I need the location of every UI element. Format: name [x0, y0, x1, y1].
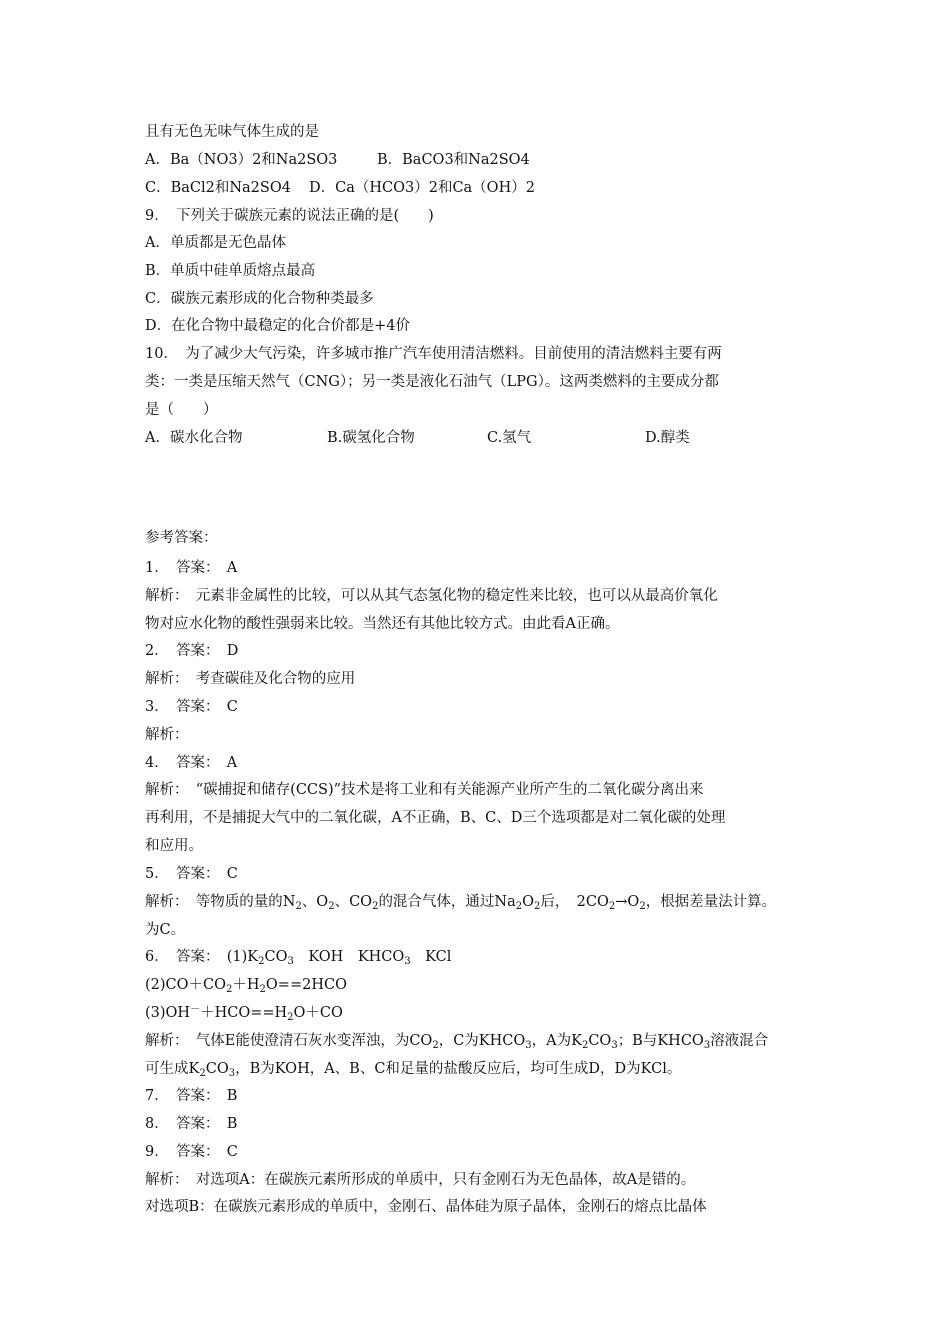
q8-options-cd: [145, 178, 810, 198]
answer-6-part-3: $(3)OH^-+HCO==H_2O+CO$: [145, 1004, 343, 1023]
q9-option-d: D．在化合物中最稳定的化合价都是+4价: [145, 318, 410, 334]
answer-7: 7． 答案： B: [145, 1088, 238, 1104]
answer-9-explanation-line-1: 解析： 对选项A：在碳族元素所形成的单质中，只有金刚石为无色晶体，故A是错的。: [145, 1172, 696, 1188]
q10-option-b: B.碳氢化合物: [327, 430, 415, 446]
q9-option-c: C．碳族元素形成的化合物种类最多: [145, 291, 374, 307]
q10-options: [145, 428, 810, 448]
answer-4-explanation-line-1: 解析： “碳捕捉和储存(CCS)”技术是将工业和有关能源产业所产生的二氧化碳分离出来: [145, 782, 704, 798]
answer-6-explanation-line-1: 解析： 气体E能使澄清石灰水变浑浊，为$CO_2$，C为$KHCO_3$，A为$K_2CO_3$；B与$KHCO_3$溶液混合: [145, 1033, 769, 1051]
answer-5-explanation-line-2: 为C。: [145, 922, 186, 938]
q10-stem-line-3: 是（ ）: [145, 402, 218, 418]
answer-6: 6． 答案： $(1)K_2CO_3$ KOH $KHCO_3$ KCl: [145, 949, 452, 967]
answer-1-explanation-line-2: 物对应水化物的酸性强弱来比较。当然还有其他比较方式。由此看A正确。: [145, 616, 620, 632]
answer-2: 2． 答案： D: [145, 643, 239, 659]
answer-8: 8． 答案： B: [145, 1116, 238, 1132]
q9-option-a: A．单质都是无色晶体: [145, 235, 286, 251]
answer-2-explanation: 解析： 考查碳硅及化合物的应用: [145, 671, 356, 687]
answers-header: 参考答案：: [145, 530, 218, 546]
answer-6-part-2: $(2)CO+CO_2+H_2O==2HCO$: [145, 977, 347, 995]
answer-1: 1． 答案： A: [145, 560, 238, 576]
q9-stem: 9． 下列关于碳族元素的说法正确的是( ): [145, 208, 434, 224]
answer-9: 9． 答案： C: [145, 1144, 238, 1160]
answer-4-explanation-line-3: 和应用。: [145, 838, 203, 854]
q10-stem-line-2: 类：一类是压缩天然气（CNG）；另一类是液化石油气（LPG）。这两类燃料的主要成分都: [145, 374, 719, 390]
q8-option-b: B．BaCO3和Na2SO4: [377, 152, 530, 168]
answer-6-explanation-line-2: 可生成$K_2CO_3$，B为KOH，A、B、C和足量的盐酸反应后，均可生成D，D为KCl。: [145, 1061, 682, 1079]
q8-stem-tail: 且有无色无味气体生成的是: [145, 124, 319, 140]
q10-option-c: C.氢气: [487, 430, 532, 446]
q10-option-d: D.醇类: [645, 430, 690, 446]
answer-1-explanation-line-1: 解析： 元素非金属性的比较，可以从其气态氢化物的稳定性来比较，也可以从最高价氧化: [145, 588, 718, 604]
q8-options-ab: [145, 150, 810, 170]
answer-5-explanation-line-1: 解析： 等物质的量的$N_2$、$O_2$、$CO_2$的混合气体，通过$Na_2O_2$后， $2CO_2\to O_2$，根据差量法计算。: [145, 894, 777, 912]
q8-option-a: A．Ba（NO3）2和Na2SO3: [145, 152, 338, 168]
answer-9-explanation-line-2: 对选项B：在碳族元素形成的单质中，金刚石、晶体硅为原子晶体，金刚石的熔点比晶体: [145, 1199, 707, 1215]
answer-4: 4． 答案： A: [145, 755, 238, 771]
q10-stem-line-1: 10． 为了减少大气污染，许多城市推广汽车使用清洁燃料。目前使用的清洁燃料主要有两: [145, 346, 722, 362]
answer-4-explanation-line-2: 再利用，不是捕捉大气中的二氧化碳，A不正确，B、C、D三个选项都是对二氧化碳的处理: [145, 810, 726, 826]
answer-3-explanation: 解析：: [145, 727, 189, 743]
q8-option-c: C．BaCl2和Na2SO4: [145, 180, 291, 196]
answer-5: 5． 答案： C: [145, 866, 238, 882]
q9-option-b: B．单质中硅单质熔点最高: [145, 263, 316, 279]
answer-6-label: 6． 答案：: [145, 949, 227, 965]
q10-option-a: A．碳水化合物: [145, 430, 243, 446]
answer-3: 3． 答案： C: [145, 699, 238, 715]
q8-option-d: D．Ca（HCO3）2和Ca（OH）2: [309, 180, 535, 196]
